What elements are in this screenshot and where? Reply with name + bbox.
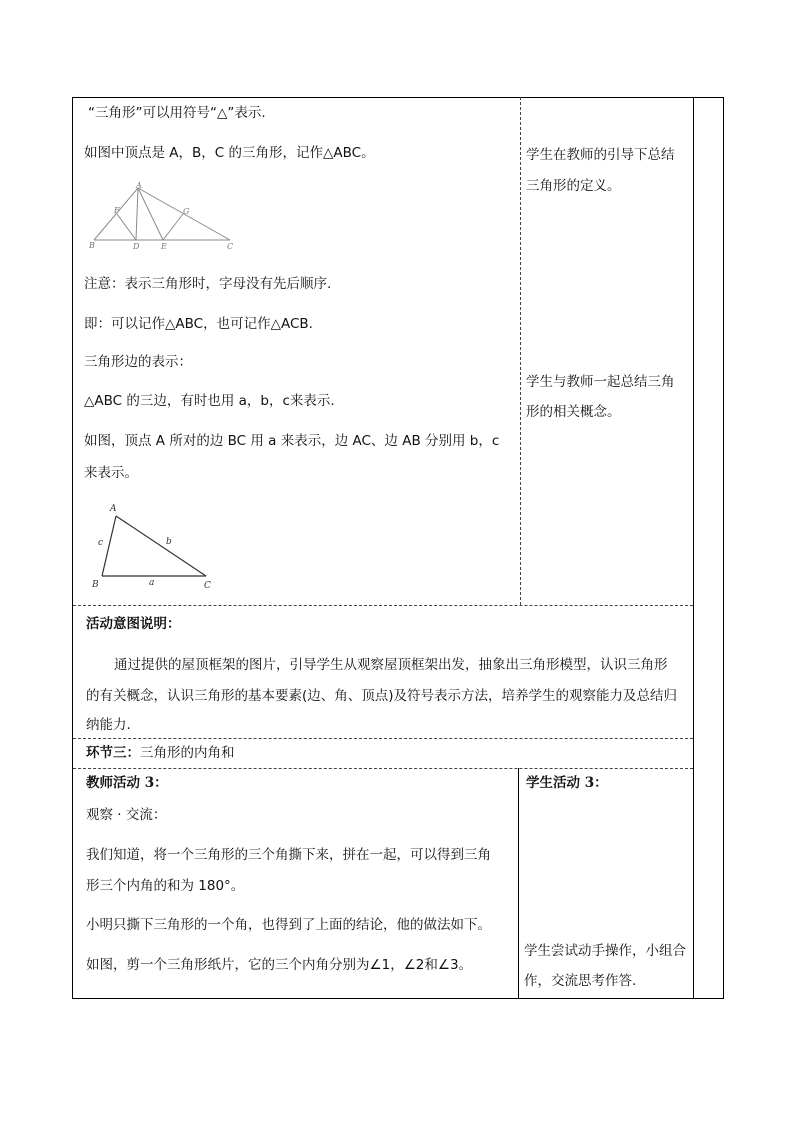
fig1-label-f: F: [114, 206, 120, 215]
sides-explain-text-1: 如图，顶点 A 所对的边 BC 用 a 来表示，边 AC、边 AB 分别用 b，c: [84, 433, 500, 449]
sides-title-text: 三角形边的表示：: [84, 354, 192, 370]
row-divider-activity3: [73, 768, 693, 769]
table-top-border: [72, 97, 724, 98]
table-left-border: [72, 97, 73, 999]
fig1-label-c: C: [227, 242, 234, 251]
table-outer-right-border: [723, 97, 724, 999]
sides-notation-text: △ABC 的三边，有时也用 a，b，c来表示.: [84, 393, 335, 409]
table-inner-right-border: [693, 97, 694, 999]
row-divider-section3: [73, 738, 693, 739]
fig2-vertex-c: C: [204, 581, 211, 591]
student-summary-definition-2: 三角形的定义。: [526, 178, 621, 194]
student-summary-concept-1: 学生与教师一起总结三角: [526, 374, 675, 390]
teacher-para-1a: 我们知道，将一个三角形的三个角撕下来，拼在一起，可以得到三角: [86, 847, 491, 863]
row-divider-intent: [73, 605, 693, 606]
intent-title: 活动意图说明：: [86, 616, 181, 632]
fig2-side-c: c: [98, 538, 104, 548]
table-bottom-border: [72, 998, 724, 999]
triangle-notation-text: 如图中顶点是 A，B，C 的三角形，记作△ABC。: [84, 145, 375, 161]
intent-line-2: 的有关概念，认识三角形的基本要素(边、角、顶点)及符号表示方法，培养学生的观察能力及总结归: [86, 688, 678, 704]
upper-column-divider: [520, 97, 521, 605]
order-note-text: 注意：表示三角形时，字母没有先后顺序.: [84, 276, 332, 292]
fig1-label-e: E: [161, 242, 167, 251]
fig1-label-b: B: [89, 241, 95, 250]
observe-exchange-label: 观察 · 交流：: [86, 807, 167, 823]
sides-explain-text-2: 来表示。: [84, 465, 138, 481]
teacher-para-1b: 形三个内角的和为 180°。: [86, 878, 245, 894]
triangle-symbol-text: “三角形”可以用符号“△”表示.: [88, 105, 266, 121]
fig2-side-b: b: [166, 537, 172, 547]
teacher-activity-header: 教师活动 3：: [86, 775, 168, 791]
student-summary-concept-2: 形的相关概念。: [526, 404, 621, 420]
fig1-label-a: A: [136, 181, 142, 190]
fig2-vertex-b: B: [92, 580, 99, 590]
section3-label: 环节三：: [86, 745, 140, 761]
student-summary-definition-1: 学生在教师的引导下总结: [526, 147, 675, 163]
fig2-vertex-a: A: [110, 504, 117, 514]
order-example-text: 即：可以记作△ABC，也可记作△ACB.: [84, 316, 313, 332]
fig2-side-a: a: [149, 578, 155, 588]
student-activity-text-1: 学生尝试动手操作，小组合: [524, 943, 686, 959]
intent-line-1: 通过提供的屋顶框架的图片，引导学生从观察屋顶框架出发，抽象出三角形模型，认识三角形: [114, 657, 668, 673]
fig1-label-g: G: [183, 207, 190, 216]
teacher-para-2: 小明只撕下三角形的一个角，也得到了上面的结论，他的做法如下。: [86, 917, 491, 933]
roof-frame-figure: [86, 180, 242, 252]
teacher-para-3: 如图，剪一个三角形纸片，它的三个内角分别为∠1，∠2和∠3。: [86, 957, 473, 973]
section3-heading: [86, 744, 235, 762]
triangle-abc-figure: [88, 498, 218, 592]
fig1-label-d: D: [133, 242, 140, 251]
student-activity-text-2: 作，交流思考作答.: [524, 973, 637, 989]
student-activity-header: 学生活动 3：: [526, 775, 608, 791]
section3-title: 三角形的内角和: [140, 745, 235, 761]
intent-line-3: 纳能力.: [86, 717, 131, 733]
lower-column-divider: [518, 768, 519, 998]
